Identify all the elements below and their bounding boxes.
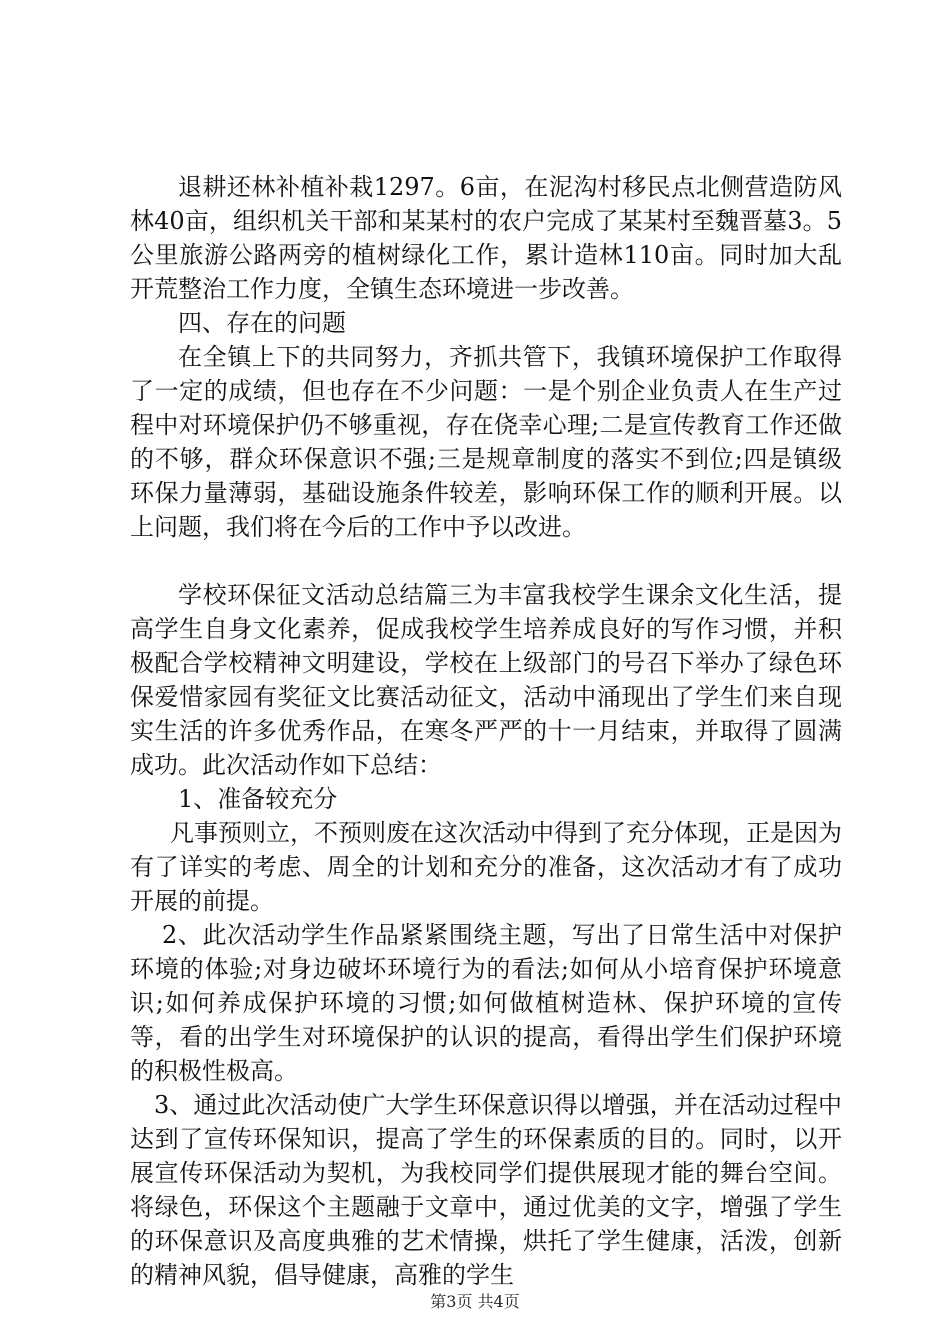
section-heading-problems: 四、存在的问题: [178, 309, 346, 337]
paragraph-awareness: 3、通过此次活动使广大学生环保意识得以增强，并在活动过程中达到了宣传环保知识，提高了学生的环保素质的目的。同时，以开展宣传环保活动为契机，为我校同学们提供展现才能的舞台空间。将绿色，环保这个主题融于文章中，通过优美的文字，增强了学生的环保意识及高度典雅的艺术情操，烘托了学生健康，活泼，创新的精神风貌，倡导健康，高雅的学生: [130, 1091, 842, 1289]
paragraph-theme: 2、此次活动学生作品紧紧围绕主题，写出了日常生活中对保护环境的体验;对身边破坏环境行为的看法;如何从小培育保护环境意识;如何养成保护环境的习惯;如何做植树造林、保护环境的宣传等，看的出学生对环境保护的认识的提高，看得出学生们保护环境的积极性极高。: [130, 921, 842, 1085]
list-heading-preparation: 1、准备较充分: [178, 785, 338, 813]
paragraph-problems: 在全镇上下的共同努力，齐抓共管下，我镇环境保护工作取得了一定的成绩，但也存在不少问题：一是个别企业负责人在生产过程中对环境保护仍不够重视，存在侥幸心理;二是宣传教育工作还做的不够，群众环保意识不强;三是规章制度的落实不到位;四是镇级环保力量薄弱，基础设施条件较差，影响环保工作的顺利开展。以上问题，我们将在今后的工作中予以改进。: [130, 343, 842, 541]
paragraph-essay-summary-intro: 学校环保征文活动总结篇三为丰富我校学生课余文化生活，提高学生自身文化素养，促成我校学生培养成良好的写作习惯，并积极配合学校精神文明建设，学校在上级部门的号召下举办了绿色环保爱惜家园有奖征文比赛活动征文，活动中涌现出了学生们来自现实生活的许多优秀作品，在寒冬严严的十一月结束，并取得了圆满成功。此次活动作如下总结：: [130, 581, 842, 779]
document-body: [130, 170, 842, 1292]
paragraph-afforestation: 退耕还林补植补栽1297。6亩，在泥沟村移民点北侧营造防风林40亩，组织机关干部和某某村的农户完成了某某村至魏晋墓3。5公里旅游公路两旁的植树绿化工作，累计造林110亩。同时加大乱开荒整治工作力度，全镇生态环境进一步改善。: [130, 173, 842, 303]
paragraph-spacer: [130, 544, 842, 578]
page-footer: 第3页 共4页: [430, 1292, 520, 1311]
paragraph-preparation: 凡事预则立，不预则废在这次活动中得到了充分体现，正是因为有了详实的考虑、周全的计划和充分的准备，这次活动才有了成功开展的前提。: [130, 819, 842, 915]
